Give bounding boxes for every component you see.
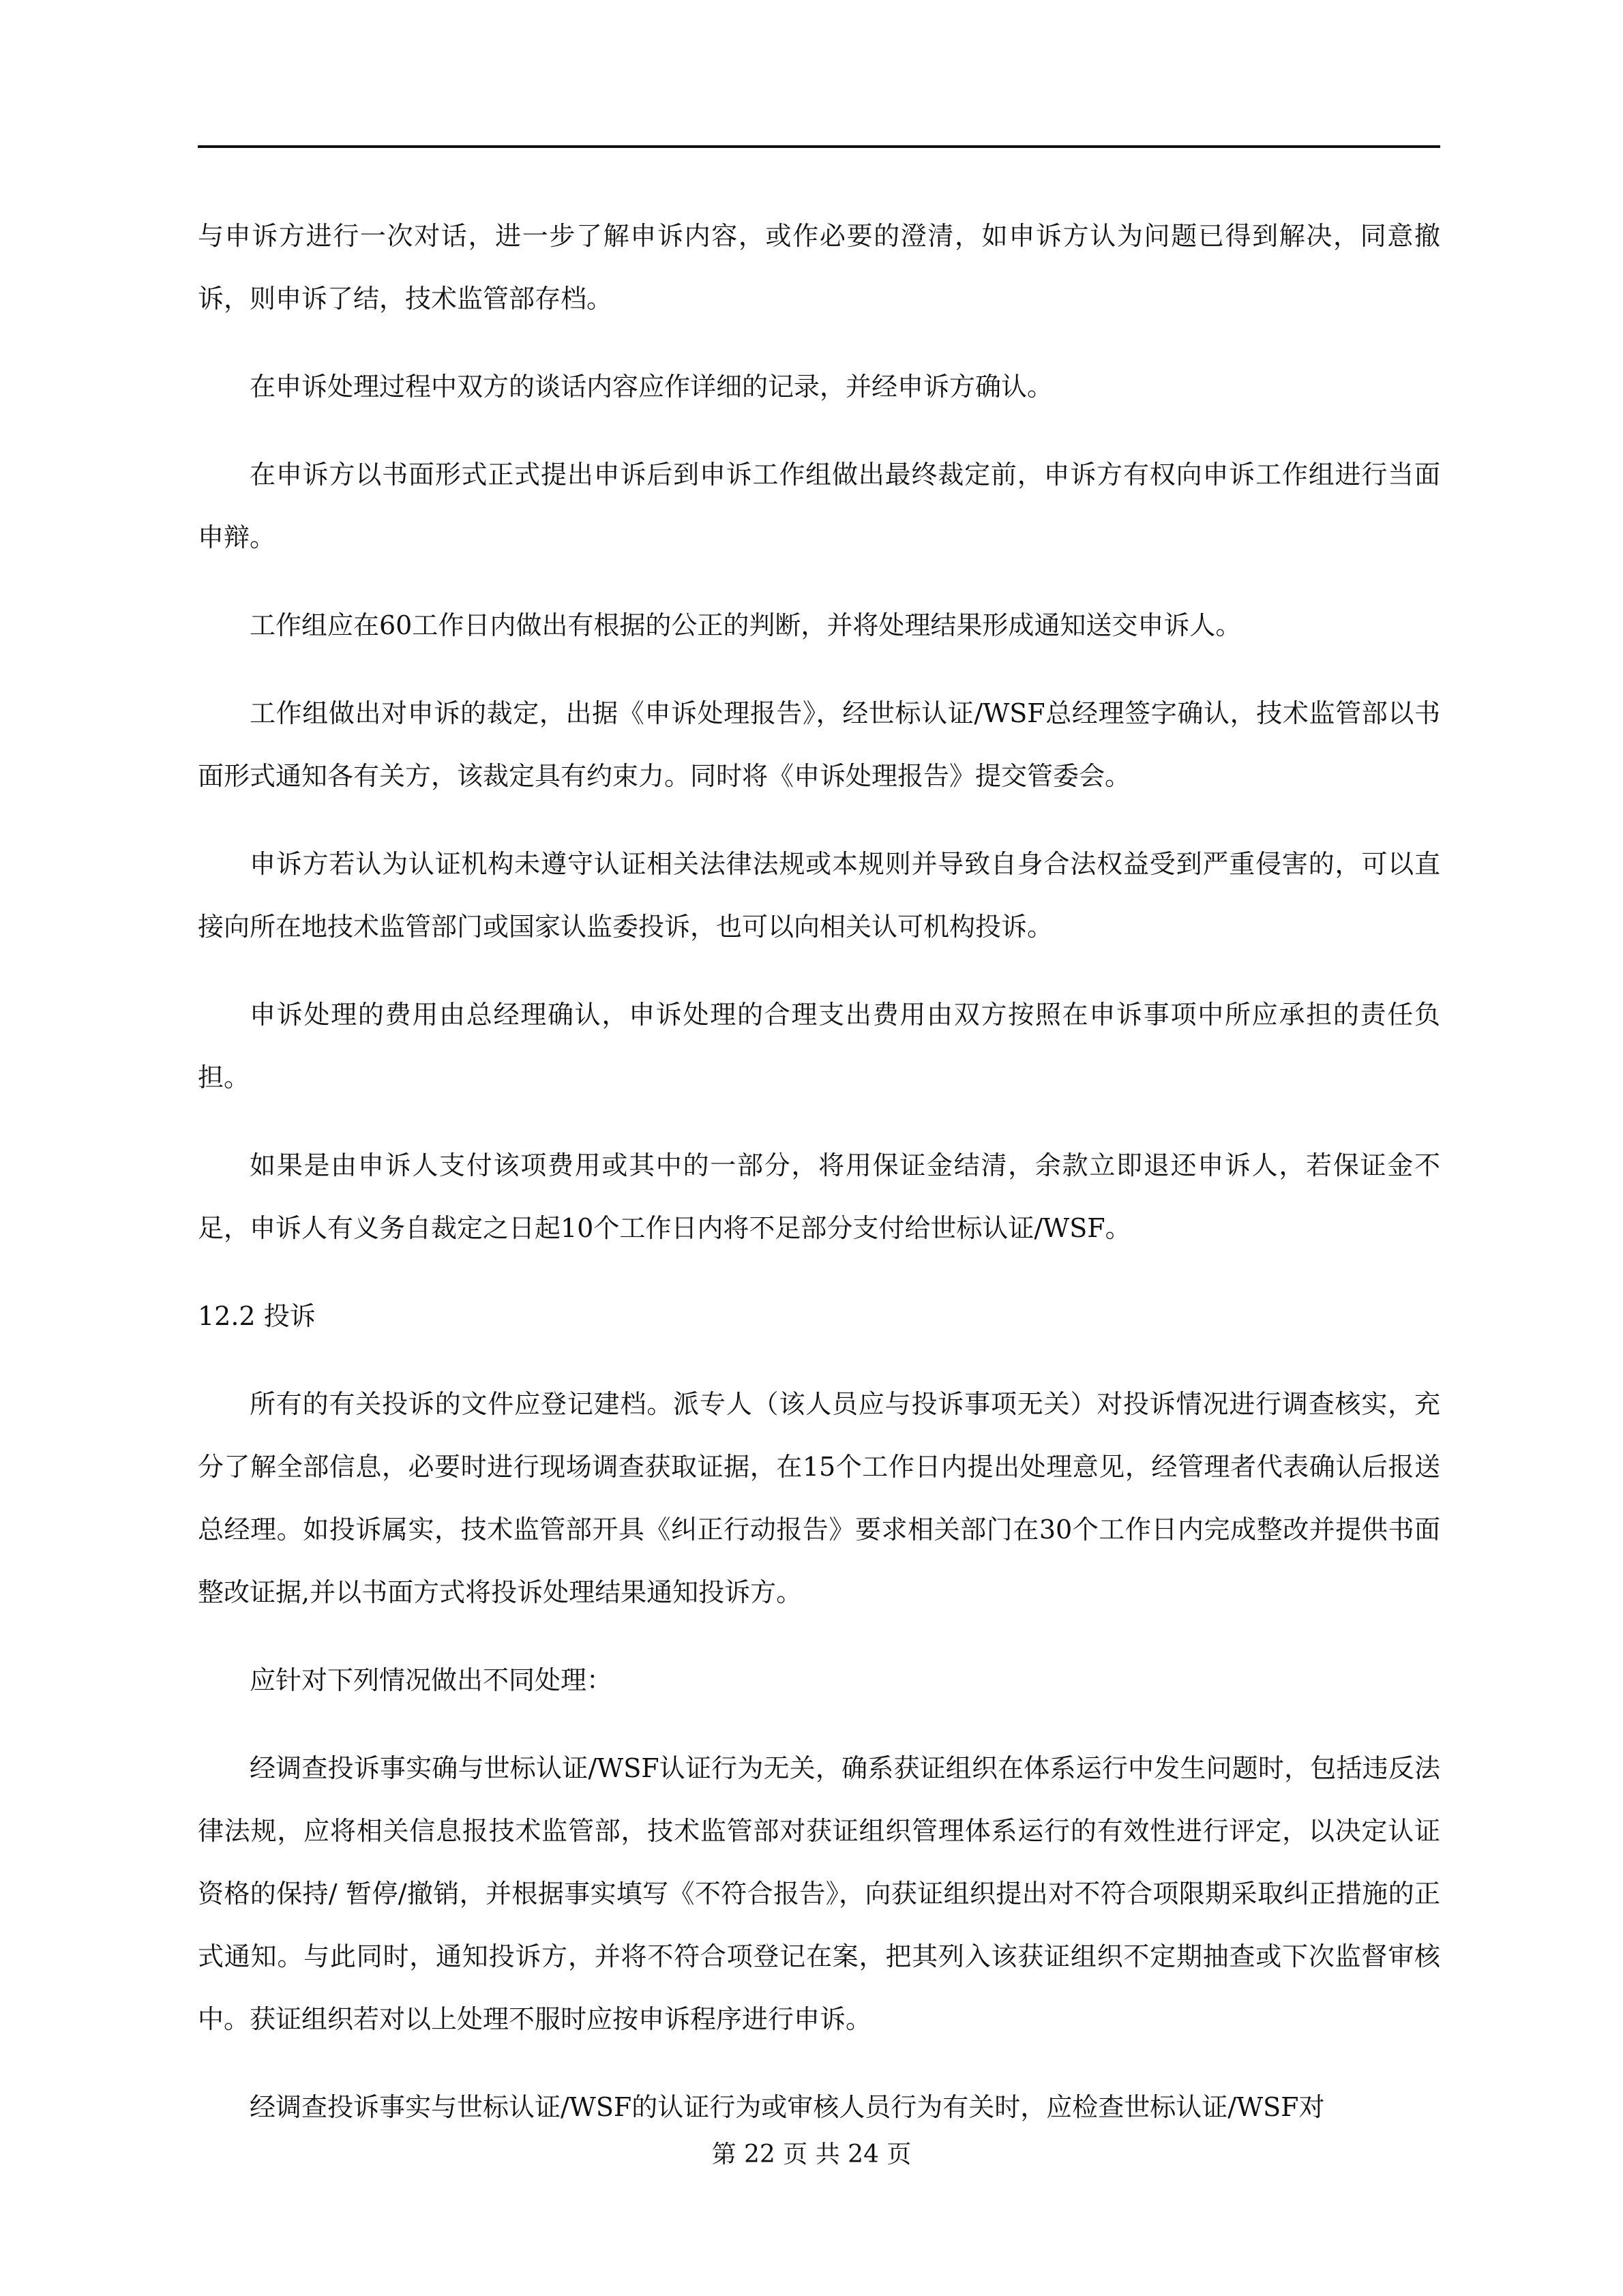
- spacer: [198, 330, 1440, 355]
- paragraph: 工作组做出对申诉的裁定，出据《申诉处理报告》，经世标认证/WSF总经理签字确认，技术监管部以书面形式通知各有关方，该裁定具有约束力。同时将《申诉处理报告》提交管委会。: [198, 698, 1440, 791]
- section-heading: 12.2 投诉: [198, 1301, 316, 1331]
- paragraph: 在申诉方以书面形式正式提出申诉后到申诉工作组做出最终裁定前，申诉方有权向申诉工作组进行当面申辩。: [198, 460, 1440, 552]
- spacer: [198, 569, 1440, 594]
- paragraph: 所有的有关投诉的文件应登记建档。派专人（该人员应与投诉事项无关）对投诉情况进行调查核实，充分了解全部信息，必要时进行现场调查获取证据，在15个工作日内提出处理意见，经管理者代表确认后报送总经理。如投诉属实，技术监管部开具《纠正行动报告》要求相关部门在30个工作日内完成整改并提供书面整改证据,并以书面方式将投诉处理结果通知投诉方。: [198, 1389, 1440, 1607]
- spacer: [198, 2051, 1440, 2076]
- spacer: [198, 1712, 1440, 1737]
- paragraph: 经调查投诉事实与世标认证/WSF的认证行为或审核人员行为有关时，应检查世标认证/WSF对: [250, 2092, 1325, 2122]
- spacer: [198, 418, 1440, 443]
- header-rule: [198, 145, 1440, 148]
- paragraph: 如果是由申诉人支付该项费用或其中的一部分，将用保证金结清，余款立即退还申诉人，若保证金不足，申诉人有义务自裁定之日起10个工作日内将不足部分支付给世标认证/WSF。: [198, 1150, 1440, 1243]
- paragraph: 工作组应在60工作日内做出有根据的公正的判断，并将处理结果形成通知送交申诉人。: [250, 610, 1242, 640]
- spacer: [198, 1259, 1440, 1285]
- paragraph: 经调查投诉事实确与世标认证/WSF认证行为无关，确系获证组织在体系运行中发生问题时，包括违反法律法规，应将相关信息报技术监管部，技术监管部对获证组织管理体系运行的有效性进行评定，以决定认证资格的保持/ 暂停/撤销，并根据事实填写《不符合报告》，向获证组织提出对不符合项限期采取纠正措施的正式通知。与此同时，通知投诉方，并将不符合项登记在案，把其列入该获证组织不定期抽查或下次监督审核中。获证组织若对以上处理不服时应按申诉程序进行申诉。: [198, 1753, 1440, 2034]
- spacer: [198, 807, 1440, 833]
- page-number: 第 22 页 共 24 页: [711, 2141, 912, 2168]
- paragraph: 应针对下列情况做出不同处理：: [250, 1665, 613, 1695]
- paragraph: 在申诉处理过程中双方的谈话内容应作详细的记录，并经申诉方确认。: [250, 372, 1054, 402]
- spacer: [198, 958, 1440, 983]
- spacer: [198, 1347, 1440, 1373]
- paragraph: 与申诉方进行一次对话，进一步了解申诉内容，或作必要的澄清，如申诉方认为问题已得到解决，同意撤诉，则申诉了结，技术监管部存档。: [198, 221, 1440, 314]
- spacer: [198, 1109, 1440, 1134]
- paragraph: 申诉方若认为认证机构未遵守认证相关法律法规或本规则并导致自身合法权益受到严重侵害的，可以直接向所在地技术监管部门或国家认监委投诉，也可以向相关认可机构投诉。: [198, 849, 1440, 942]
- spacer: [198, 1624, 1440, 1649]
- spacer: [198, 657, 1440, 682]
- page-footer: [0, 2134, 1623, 2175]
- page-body: [198, 205, 1440, 2138]
- paragraph: 申诉处理的费用由总经理确认，申诉处理的合理支出费用由双方按照在申诉事项中所应承担的责任负担。: [198, 1000, 1440, 1092]
